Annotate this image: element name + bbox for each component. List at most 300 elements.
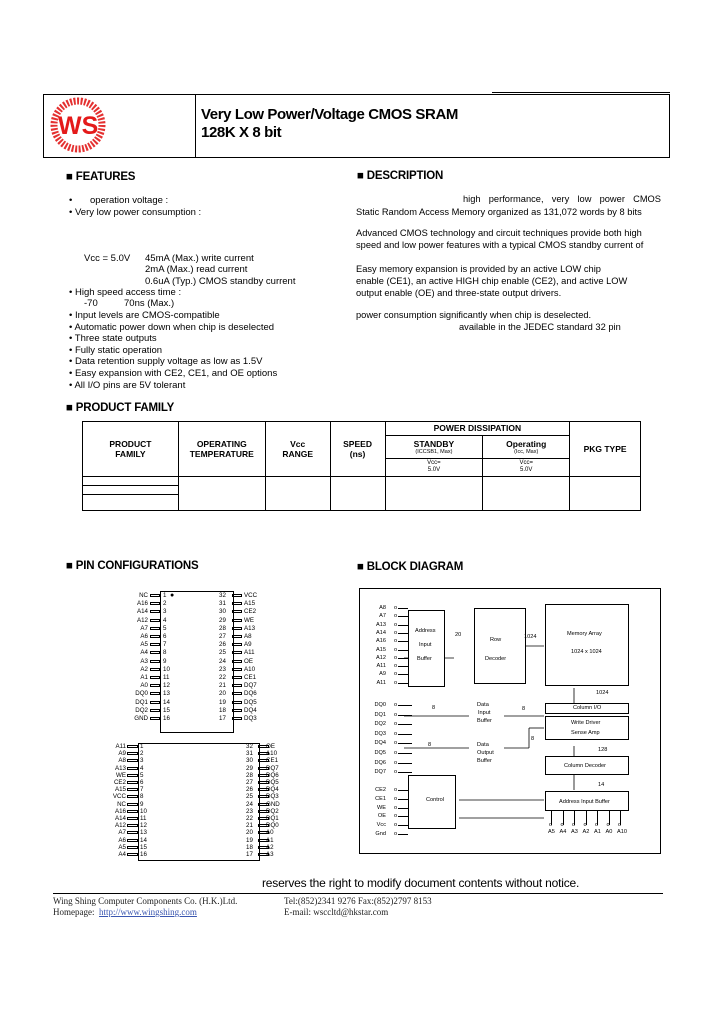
- dip-pin-lead: [232, 676, 242, 679]
- addr-pin-label: A7: [379, 613, 386, 620]
- bottom-pin-label: A10: [617, 829, 627, 835]
- dq-pin-label: DQ2: [374, 721, 386, 728]
- addr-pin-dot: o: [394, 663, 398, 670]
- dip-pin-number: 19: [219, 698, 226, 706]
- addr-pin-wire: [398, 633, 408, 634]
- dip-pin-label: CE1: [244, 674, 257, 681]
- dq-pin-dot: o: [394, 769, 398, 776]
- feature-item: • Data retention supply voltage as low as 1.5V: [69, 356, 263, 368]
- tsop-pin-number: 14: [140, 836, 147, 844]
- dip-pin-lead: [232, 651, 242, 654]
- tsop-pin-number: 13: [140, 829, 147, 837]
- tsop-pin-label: DQ3: [266, 793, 279, 801]
- dip-pin-label: DQ4: [244, 706, 257, 714]
- dip-pin-lead: [150, 602, 160, 605]
- header-divider: [195, 94, 196, 158]
- dq-pin-label: DQ0: [374, 702, 386, 708]
- tsop-pin-number: 24: [246, 800, 253, 808]
- tsop-pin-number: 17: [246, 851, 253, 858]
- addr-buf-l3: Buffer: [417, 656, 432, 662]
- tsop-pin-label: A14: [114, 815, 126, 822]
- bottom-pin-dot: o: [595, 822, 599, 828]
- addr-pin-dot: o: [394, 646, 398, 653]
- dip-pin-lead: [150, 668, 160, 671]
- ctrl-pin-label: CE1: [375, 795, 386, 802]
- dip-pin-number: 9: [163, 657, 167, 665]
- product-family-heading: ■ PRODUCT FAMILY: [66, 402, 175, 414]
- data-out-l1: Data: [477, 742, 489, 748]
- feature-item: • Fully static operation: [69, 344, 163, 356]
- dip-pin-number: 21: [219, 682, 226, 690]
- vcc-label: Vcc = 5.0V: [84, 253, 131, 264]
- dip-pin-lead: [150, 701, 160, 704]
- table-cell: [178, 476, 265, 510]
- sense-amp-label: Sense Amp: [571, 730, 600, 736]
- table-cell: [483, 476, 570, 510]
- dip-pin-label: DQ0: [135, 690, 148, 698]
- desc-line-8: power consumption significantly when chip is deselected.: [356, 310, 592, 320]
- tsop-package: [138, 743, 260, 861]
- dq-pin-label: DQ1: [374, 711, 386, 718]
- dip-pin-lead: [232, 717, 242, 720]
- data-out-l2: Output: [477, 750, 494, 756]
- tsop-pin-label: NC: [117, 800, 126, 808]
- addr-pin-wire: [398, 658, 408, 659]
- bus-8d: 8: [428, 742, 432, 748]
- desc-line-3: Advanced CMOS technology and circuit techniques provide both high: [356, 228, 642, 238]
- col-standby: [385, 435, 483, 458]
- bus-8c: 8: [531, 736, 535, 742]
- dip-pin-number: 1: [163, 592, 167, 599]
- addr-pin-label: A16: [376, 638, 386, 645]
- tsop-pin-label: A4: [118, 851, 126, 858]
- desc-line-1: high performance, very low power CMOS: [463, 194, 661, 204]
- footer-notice: reserves the right to modify document contents without notice.: [262, 876, 580, 890]
- ctrl-pin-wire: [398, 790, 408, 791]
- dip-pin-number: 18: [219, 706, 226, 714]
- tsop-pin-lead: [127, 788, 138, 791]
- tsop-pin-number: 19: [246, 836, 253, 844]
- dip-pin-label: DQ3: [244, 715, 257, 722]
- address-input-buffer-box: [408, 610, 445, 687]
- dq-pin-label: DQ3: [374, 730, 386, 737]
- dq-pin-dot: o: [394, 702, 398, 708]
- tsop-pin-label: A10: [266, 750, 278, 758]
- addr-pin-label: A11: [376, 663, 386, 670]
- dip-pin-label: A14: [136, 608, 148, 616]
- column-decoder-label: Column Decoder: [564, 763, 606, 769]
- feature-item-1: •: [69, 195, 73, 206]
- dq-pin-label: DQ5: [374, 750, 386, 756]
- tsop-pin-label: DQ0: [266, 822, 279, 830]
- footer-homepage-link[interactable]: http://www.wingshing.com: [99, 907, 197, 917]
- tsop-pin-lead: [127, 831, 138, 834]
- dip-pin-label: GND: [134, 715, 148, 722]
- dip-pin-label: DQ1: [135, 698, 148, 706]
- current-write: 45mA (Max.) write current: [145, 253, 254, 264]
- dip-pin-label: OE: [244, 657, 253, 665]
- tsop-pin-number: 3: [140, 757, 144, 765]
- ctrl-pin-dot: o: [394, 831, 398, 837]
- data-in-l1: Data: [477, 702, 489, 708]
- ctrl-pin-dot: o: [394, 813, 398, 820]
- tsop-pin-number: 5: [140, 771, 144, 779]
- addr-buf-l2: Input: [419, 642, 432, 648]
- tsop-pin-label: A5: [118, 843, 126, 851]
- tsop-pin-number: 18: [246, 843, 253, 851]
- page-title: Very Low Power/Voltage CMOS SRAM: [201, 106, 458, 123]
- tsop-pin-label: A6: [118, 836, 126, 844]
- ctrl-pin-label: Vcc: [376, 822, 386, 829]
- dip-pin-label: A0: [140, 682, 148, 690]
- tsop-pin-label: DQ5: [266, 779, 279, 786]
- tsop-pin-lead: [127, 774, 138, 777]
- col-speed: SPEED (ns): [330, 422, 385, 477]
- addr-pin-label: A14: [376, 629, 386, 636]
- tsop-pin-label: A15: [114, 786, 126, 794]
- addr-pin-dot: o: [394, 605, 398, 611]
- standby-sub: (ICCSB1, Max): [415, 448, 453, 455]
- addr-pin-dot: o: [394, 654, 398, 661]
- tsop-pin-number: 21: [246, 822, 253, 830]
- dip-pin-lead: [150, 594, 160, 597]
- tsop-pin-label: DQ1: [266, 815, 279, 822]
- desc-line-9: available in the JEDEC standard 32 pin: [459, 322, 621, 332]
- dq-pin-dot: o: [394, 730, 398, 737]
- dip-pin-number: 22: [219, 674, 226, 681]
- dq-pin-label: DQ6: [374, 759, 386, 766]
- col-pkg-type: PKG TYPE: [570, 422, 641, 477]
- ctrl-pin-wire: [398, 825, 408, 826]
- operating-vcc-cell: Vcc= 5.0V: [483, 458, 570, 476]
- bottom-pin-label: A2: [582, 829, 590, 835]
- bus-1024b: 1024: [596, 690, 609, 696]
- addr-pin-dot: o: [394, 679, 398, 686]
- addr-pin-wire: [398, 641, 408, 642]
- bottom-pin-dot: o: [606, 822, 610, 828]
- description-heading: ■ DESCRIPTION: [357, 170, 444, 182]
- dq-pin-dot: o: [394, 721, 398, 728]
- standby-label: STANDBY: [413, 438, 455, 449]
- dq-pin-dot: o: [394, 740, 398, 747]
- tsop-pin-lead: [127, 810, 138, 813]
- dq-pin-dot: o: [394, 759, 398, 766]
- tsop-pin-lead: [127, 752, 138, 755]
- tsop-pin-number: 7: [140, 786, 144, 794]
- addr-pin-wire: [398, 650, 408, 651]
- pin-config-heading-text: PIN CONFIGURATIONS: [75, 560, 199, 572]
- dq-pin-label: DQ4: [374, 740, 386, 747]
- tsop-pin-number: 26: [246, 786, 253, 794]
- dq-pin-dot: o: [394, 750, 398, 756]
- dip-pin-label: WE: [244, 616, 254, 624]
- standby-vcc-cell: Vcc= 5.0V: [385, 458, 483, 476]
- tsop-pin-label: CE1: [266, 757, 279, 765]
- addr-pin-wire: [398, 683, 408, 684]
- tsop-pin-label: A11: [115, 743, 126, 750]
- current-standby: 0.6uA (Typ.) CMOS standby current: [145, 276, 296, 287]
- dip-pin-label: A2: [140, 665, 148, 673]
- dip-pin-number: 14: [163, 698, 170, 706]
- tsop-pin-label: A7: [118, 829, 126, 837]
- dip-pin-label: A1: [140, 674, 148, 681]
- col-operating: [483, 435, 570, 458]
- speed-value: 70ns (Max.): [124, 298, 175, 309]
- tsop-pin-lead: [127, 846, 138, 849]
- tsop-pin-number: 31: [246, 750, 253, 758]
- dip-pin-lead: [232, 701, 242, 704]
- tsop-pin-number: 15: [140, 843, 147, 851]
- tsop-pin-label: A3: [266, 851, 274, 858]
- addr-pin-label: A8: [379, 605, 386, 611]
- write-driver-label: Write Driver: [571, 720, 601, 726]
- dip-pin-lead: [232, 635, 242, 638]
- dq-pin-label: DQ7: [374, 769, 386, 776]
- dip-pin-number: 2: [163, 600, 167, 608]
- ctrl-pin-label: OE: [377, 813, 386, 820]
- tsop-pin-label: WE: [116, 771, 126, 779]
- dip-pin-lead: [232, 643, 242, 646]
- dip-pin-label: A5: [140, 641, 148, 649]
- desc-line-5: Easy memory expansion is provided by an active LOW chip: [356, 264, 601, 274]
- tsop-pin-number: 25: [246, 793, 253, 801]
- operating-sub: (Icc, Max): [514, 448, 539, 455]
- dip-pin-lead: [150, 651, 160, 654]
- col-product-family: PRODUCT FAMILY: [83, 422, 179, 477]
- addr-buf-l1: Address: [415, 628, 436, 634]
- header-box: [43, 94, 670, 158]
- dip-pin-number: 5: [163, 624, 167, 632]
- tsop-pin-lead: [127, 853, 138, 856]
- desc-line-7: output enable (OE) and three-state output drivers.: [356, 288, 562, 298]
- tsop-pin-lead: [127, 803, 138, 806]
- tsop-pin-number: 6: [140, 779, 144, 786]
- description-heading-text: DESCRIPTION: [366, 170, 444, 182]
- table-row: [83, 485, 179, 494]
- bottom-pin-label: A3: [571, 829, 578, 835]
- col-power-dissipation: POWER DISSIPATION: [385, 422, 570, 436]
- table-row: [83, 476, 179, 485]
- ctrl-pin-label: WE: [376, 804, 386, 811]
- dq-pin-wire: [398, 763, 412, 764]
- dip-pin-label: A9: [244, 641, 252, 649]
- feature-item: • Automatic power down when chip is deselected: [69, 321, 275, 333]
- dip-pin-lead: [232, 660, 242, 663]
- dip-pin-number: 6: [163, 633, 167, 640]
- feature-speed: • High speed access time :: [69, 287, 182, 298]
- company-logo: [50, 97, 126, 153]
- dip-pin-number: 20: [219, 690, 226, 698]
- feature-item: • Three state outputs: [69, 333, 157, 345]
- addr-pin-wire: [398, 616, 408, 617]
- footer-email: E-mail: wsccltd@hkstar.com: [284, 907, 389, 917]
- bus-8b: 8: [522, 706, 526, 712]
- tsop-pin-number: 32: [246, 743, 253, 750]
- addr-pin-dot: o: [394, 671, 398, 678]
- memory-array-label: Memory Array: [567, 631, 602, 637]
- page-subtitle: 128K X 8 bit: [201, 124, 282, 141]
- dip-pin-lead: [150, 676, 160, 679]
- product-family-table: [82, 421, 641, 511]
- dip-pin-label: DQ7: [244, 682, 257, 690]
- addr-pin-dot: o: [394, 629, 398, 636]
- block-diagram-heading-text: BLOCK DIAGRAM: [366, 561, 464, 573]
- bus-8a: 8: [432, 705, 436, 711]
- tsop-pin-lead: [127, 745, 138, 748]
- dq-pin-wire: [398, 743, 412, 744]
- dip-pin-lead: [232, 709, 242, 712]
- addr-pin-wire: [398, 674, 408, 675]
- dip-pin-number: 8: [163, 649, 167, 657]
- table-row: [83, 495, 179, 511]
- tsop-pin-lead: [127, 817, 138, 820]
- feature-item: • Input levels are CMOS-compatible: [69, 310, 220, 321]
- dip-pin-label: A13: [244, 624, 256, 632]
- dip-pin-number: 17: [219, 715, 226, 722]
- tsop-pin-number: 9: [140, 800, 144, 808]
- addr-pin-wire: [398, 666, 408, 667]
- addr-pin-dot: o: [394, 613, 398, 620]
- ctrl-pin-dot: o: [394, 787, 398, 793]
- tsop-pin-label: A8: [118, 757, 126, 765]
- tsop-pin-label: A1: [266, 836, 274, 844]
- dip-pin-label: A3: [140, 657, 148, 665]
- feature-item-2: • Very low power consumption :: [69, 207, 202, 218]
- dip-pin-number: 13: [163, 690, 170, 698]
- col-operating-temp: OPERATING TEMPERATURE: [178, 422, 265, 477]
- feature-item: • All I/O pins are 5V tolerant: [69, 379, 186, 391]
- bus-1024a: 1024: [524, 634, 537, 640]
- tsop-pin-lead: [127, 767, 138, 770]
- dip-pin-number: 16: [163, 715, 170, 722]
- row-decoder-l2: Decoder: [485, 656, 507, 662]
- dip-pin-label: A7: [140, 624, 148, 632]
- tsop-pin-label: DQ6: [266, 771, 279, 779]
- tsop-pin-lead: [127, 824, 138, 827]
- dip-pin-lead: [232, 627, 242, 630]
- tsop-pin-number: 1: [140, 743, 144, 750]
- tsop-pin-label: DQ2: [266, 807, 279, 815]
- dip-pin-label: DQ6: [244, 690, 257, 698]
- tsop-pin-number: 27: [246, 779, 253, 786]
- dip-pin-label: NC: [139, 592, 148, 599]
- header-top-rule: [492, 92, 670, 93]
- dip-pin-number: 32: [219, 592, 226, 599]
- dip-pin-number: 29: [219, 616, 226, 624]
- speed-grade: -70: [84, 298, 98, 309]
- tsop-pin-number: 8: [140, 793, 144, 801]
- pin-config-heading: ■ PIN CONFIGURATIONS: [66, 560, 199, 572]
- addr-pin-dot: o: [394, 621, 398, 628]
- column-io-label: Column I/O: [573, 705, 602, 711]
- dq-pin-wire: [398, 734, 412, 735]
- dip-pin-number: 24: [219, 657, 226, 665]
- dq-pin-wire: [398, 724, 412, 725]
- table-cell: [570, 476, 641, 510]
- bottom-pin-dot: o: [572, 822, 576, 828]
- ctrl-pin-dot: o: [394, 795, 398, 802]
- dip-pin-lead: [150, 717, 160, 720]
- dip-pin-label: CE2: [244, 608, 257, 616]
- tsop-pin-label: DQ4: [266, 786, 279, 794]
- dip-pin-lead: [150, 610, 160, 613]
- dip-pin-number: 31: [219, 600, 226, 608]
- dip-pin-label: DQ2: [135, 706, 148, 714]
- tsop-pin-label: GND: [266, 800, 280, 808]
- tsop-pin-lead: [127, 781, 138, 784]
- dq-pin-wire: [398, 772, 412, 773]
- dip-pin-lead: [150, 619, 160, 622]
- memory-array-box: [545, 604, 629, 686]
- row-decoder-box: [474, 608, 526, 684]
- current-read: 2mA (Max.) read current: [145, 264, 248, 275]
- dip-pin-lead: [150, 660, 160, 663]
- col-vcc-range: Vcc RANGE: [265, 422, 330, 477]
- ctrl-pin-wire: [398, 808, 408, 809]
- addr-pin-wire: [398, 608, 408, 609]
- dip-pin-label: A4: [140, 649, 148, 657]
- footer-homepage-label: Homepage:: [53, 907, 95, 917]
- dip-pin-lead: [232, 684, 242, 687]
- footer-rule: [53, 893, 663, 894]
- table-cell: [265, 476, 330, 510]
- bottom-pin-dot: o: [618, 822, 622, 828]
- memory-size-label: 1024 x 1024: [571, 649, 602, 655]
- dip-pin-number: 30: [219, 608, 226, 616]
- dip-pin-lead: [150, 635, 160, 638]
- dip-pin-number: 27: [219, 633, 226, 640]
- feature-item-2-text: Very low power consumption :: [74, 207, 202, 218]
- feature-speed-text: High speed access time :: [74, 287, 182, 298]
- bottom-pin-dot: o: [549, 822, 553, 828]
- tsop-pin-label: A13: [114, 764, 126, 772]
- tsop-pin-number: 12: [140, 822, 147, 830]
- bottom-pin-dot: o: [560, 822, 564, 828]
- tsop-pin-label: A16: [114, 807, 126, 815]
- tsop-pin-label: VCC: [112, 793, 126, 801]
- dq-pin-wire: [398, 715, 412, 716]
- dip-pin-lead: [150, 709, 160, 712]
- row-decoder-l1: Row: [490, 637, 502, 643]
- data-in-l2: Input: [478, 710, 491, 716]
- tsop-pin-label: A0: [266, 829, 274, 837]
- addr-pin-label: A13: [376, 621, 386, 628]
- dip-pin-lead: [232, 594, 242, 597]
- product-family-heading-text: PRODUCT FAMILY: [75, 402, 175, 414]
- feature-item: • Easy expansion with CE2, CE1, and OE options: [69, 368, 278, 379]
- pin1-dot: ●: [170, 592, 175, 599]
- control-label: Control: [426, 797, 445, 803]
- feature-item-1-text: operation voltage :: [90, 195, 169, 206]
- tsop-pin-number: 23: [246, 807, 253, 815]
- dip-pin-number: 15: [163, 706, 170, 714]
- table-cell: [385, 476, 483, 510]
- tsop-pin-number: 22: [246, 815, 253, 822]
- dip-pin-number: 3: [163, 608, 167, 616]
- bottom-pin-label: A1: [594, 829, 601, 835]
- data-out-l3: Buffer: [477, 758, 492, 764]
- dip-pin-label: A16: [136, 600, 148, 608]
- bottom-pin-label: A5: [548, 829, 555, 835]
- bus-14: 14: [598, 782, 605, 788]
- dip-pin-label: A6: [140, 633, 148, 640]
- dip-pin-label: A8: [244, 633, 252, 640]
- tsop-pin-number: 10: [140, 807, 147, 815]
- table-cell: [330, 476, 385, 510]
- dip-pin-number: 25: [219, 649, 226, 657]
- footer-tel: Tel:(852)2341 9276 Fax:(852)2797 8153: [284, 896, 432, 906]
- addr-pin-label: A12: [376, 654, 386, 661]
